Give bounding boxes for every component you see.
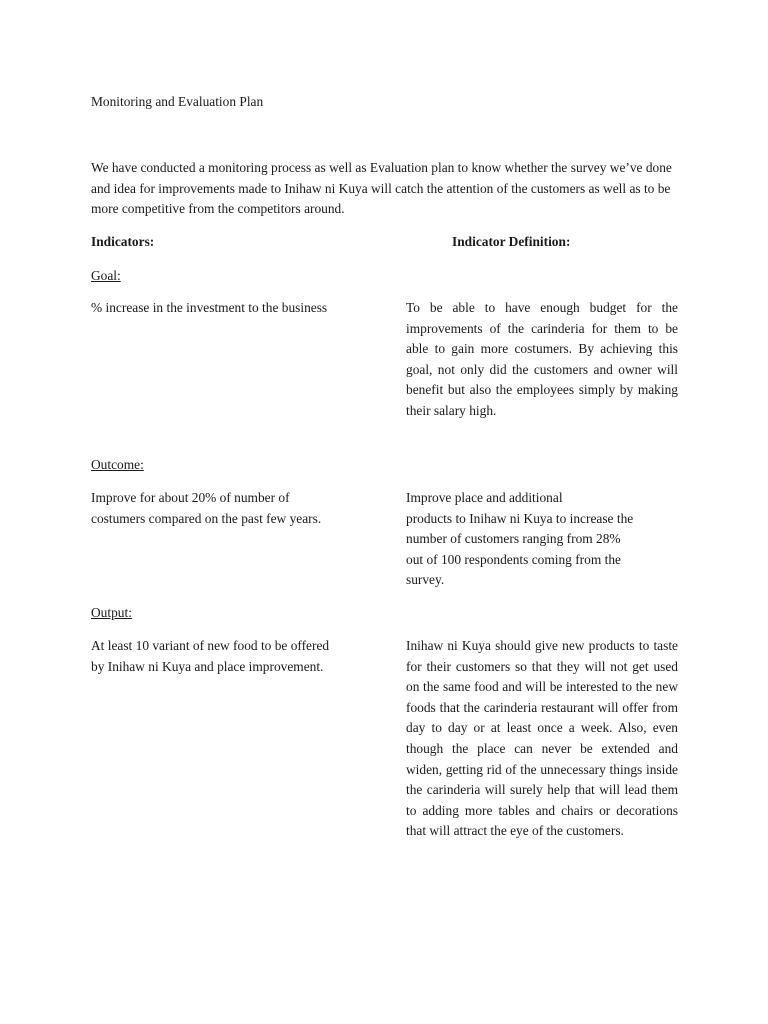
output-label: Output: xyxy=(91,605,132,620)
intro-paragraph: We have conducted a monitoring process as well as Evaluation plan to know whether the survey we’ve done and idea for improvements made to Inihaw ni Kuya will catch the attention of the customers as well as to be more competitive from the competitors around. xyxy=(91,160,672,217)
outcome-label: Outcome: xyxy=(91,457,144,472)
goal-definition: To be able to have enough budget for the improvements of the carinderia for them to be able to gain more costumers. By achieving this goal, not only did the customers and owner will benefit but also the employees simply by making their salary high. xyxy=(406,300,678,418)
goal-label: Goal: xyxy=(91,268,121,283)
goal-indicator: % increase in the investment to the business xyxy=(91,300,328,315)
outcome-indicator: Improve for about 20% of number of costumers compared on the past few years. xyxy=(91,490,322,526)
indicators-header: Indicators: xyxy=(91,234,155,249)
outcome-definition: Improve place and additional products to Inihaw ni Kuya to increase the number of customers ranging from 28% out of 100 respondents coming from the survey. xyxy=(406,490,634,588)
indicator-definition-header: Indicator Definition: xyxy=(452,234,571,249)
output-definition: Inihaw ni Kuya should give new products to taste for their customers so that they will not get used on the same food and will be interested to the new foods that the carinderia restaurant will offer from day to day or at least once a week. Also, even though the place can never be extended and widen, getting rid of the unnecessary things inside the carinderia will surely help that will lead them to adding more tables and chairs or decorations that will attract the eye of the customers. xyxy=(406,638,678,839)
output-indicator: At least 10 variant of new food to be offered by Inihaw ni Kuya and place improvement. xyxy=(91,638,330,674)
document-title: Monitoring and Evaluation Plan xyxy=(91,94,264,109)
